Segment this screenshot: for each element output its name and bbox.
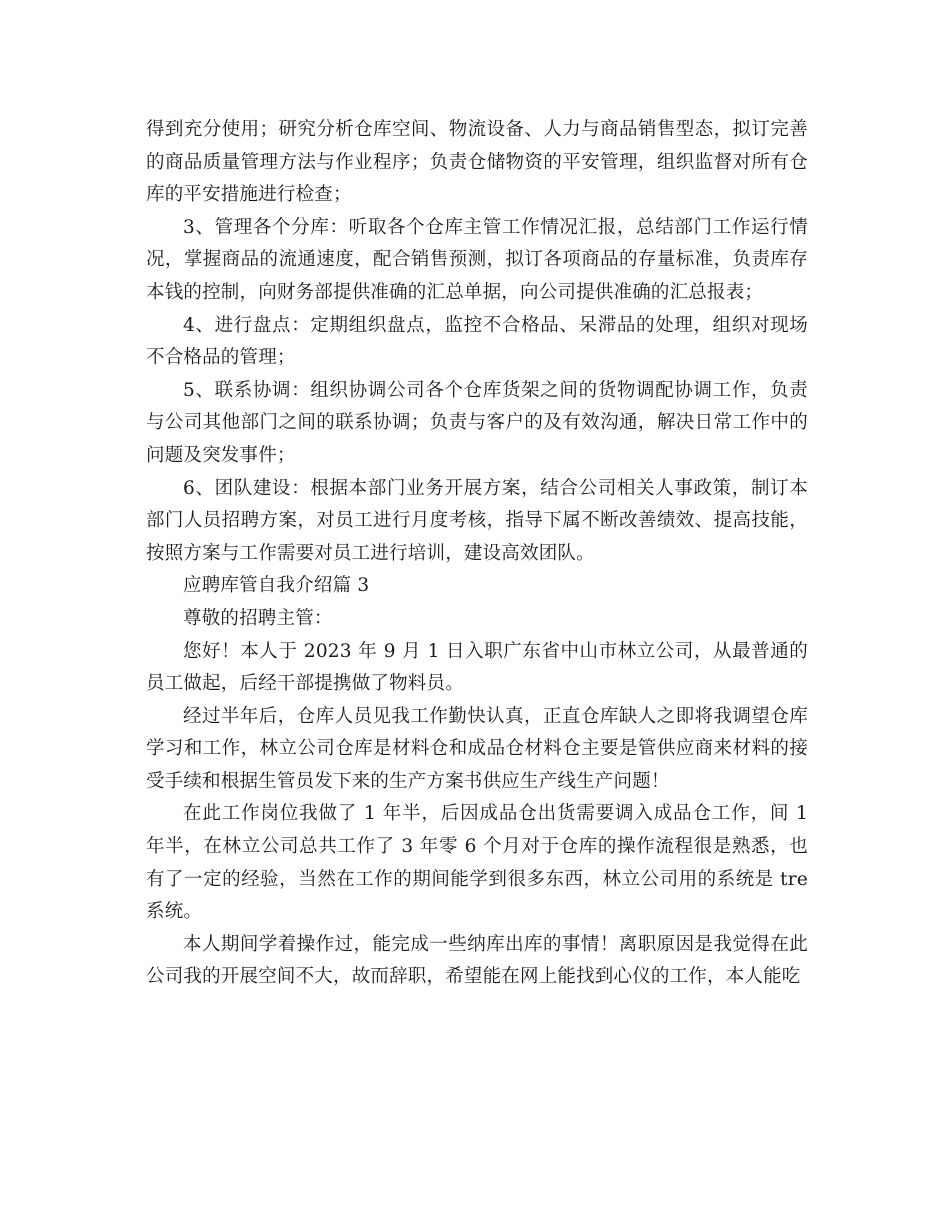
paragraph-4: 5、联系协调：组织协调公司各个仓库货架之间的货物调配协调工作，负责与公司其他部门之间的联系协调；负责与客户的及有效沟通，解决日常工作中的问题及突发事件； [146,379,808,466]
paragraph-9: 经过半年后，仓库人员见我工作勤快认真，正直仓库缺人之即将我调望仓库学习和工作，林立公司仓库是材料仓和成品仓材料仓主要是管供应商来材料的接受手续和根据生管员发下来的生产方案书供应生产线生产问题！ [146,705,808,792]
paragraph-5: 6、团队建设：根据本部门业务开展方案，结合公司相关人事政策，制订本部门人员招聘方案，对员工进行月度考核，指导下属不断改善绩效、提高技能，按照方案与工作需要对员工进行培训，建设高效团队。 [146,477,808,564]
paragraph-1: 得到充分使用；研究分析仓库空间、物流设备、人力与商品销售型态，拟订完善的商品质量管理方法与作业程序；负责仓储物资的平安管理，组织监督对所有仓库的平安措施进行检查； [146,119,808,206]
document-body [146,114,808,994]
paragraph-3: 4、进行盘点：定期组织盘点，监控不合格品、呆滞品的处理，组织对现场不合格品的管理； [146,314,808,369]
section-heading: 应聘库管自我介绍篇 3 [183,575,370,597]
paragraph-10: 在此工作岗位我做了 1 年半，后因成品仓出货需要调入成品仓工作，间 1 年半，在林立公司总共工作了 3 年零 6 个月对于仓库的操作流程很是熟悉，也有了一定的经验，当然在工作的期间能学到很多东西，林立公司用的系统是 tre 系统。 [146,803,808,923]
paragraph-8: 您好！本人于 2023 年 9 月 1 日入职广东省中山市林立公司，从最普通的员工做起，后经干部提携做了物料员。 [146,640,808,695]
paragraph-2: 3、管理各个分库：听取各个仓库主管工作情况汇报，总结部门工作运行情况，掌握商品的流通速度，配合销售预测，拟订各项商品的存量标准，负责库存本钱的控制，向财务部提供准确的汇总单据，向公司提供准确的汇总报表； [146,216,808,303]
paragraph-11: 本人期间学着操作过，能完成一些纳库出库的事情！离职原因是我觉得在此公司我的开展空间不大，故而辞职，希望能在网上能找到心仪的工作，本人能吃 [146,933,808,988]
salutation: 尊敬的招聘主管： [183,607,333,629]
